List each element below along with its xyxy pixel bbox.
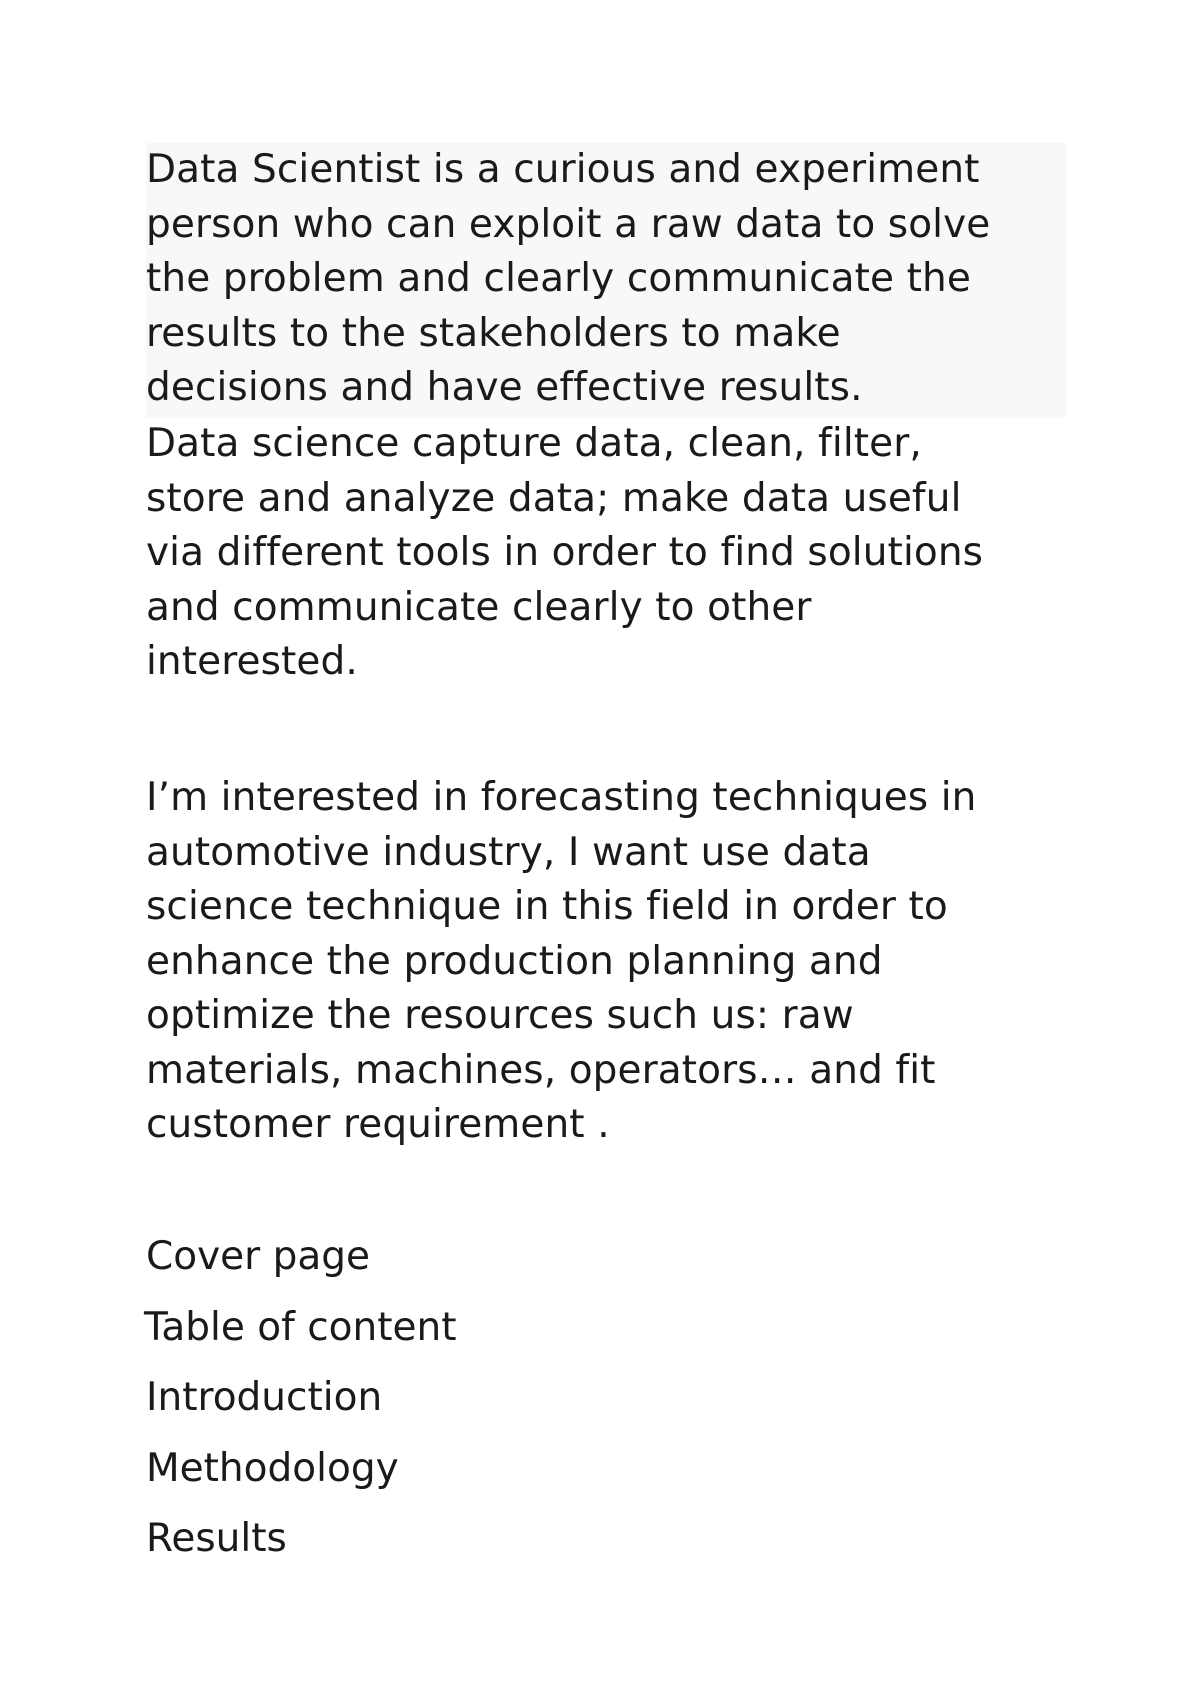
text-line: results to the stakeholders to make	[146, 310, 841, 356]
text-line: person who can exploit a raw data to solve	[146, 201, 991, 247]
outline-item-methodology: Methodology	[146, 1445, 399, 1491]
outline-item-cover-page: Cover page	[146, 1234, 371, 1279]
text-line: I’m interested in forecasting techniques in	[146, 775, 977, 820]
text-line: and communicate clearly to other	[146, 584, 812, 630]
paragraph-data-science	[146, 417, 1066, 690]
outline-item-table-of-content: Table of content	[144, 1304, 457, 1350]
text-line: store and analyze data; make data useful	[146, 475, 962, 521]
text-line: optimize the resources such us: raw	[146, 993, 854, 1038]
paragraph-interest	[146, 771, 1066, 1153]
text-line: interested.	[146, 639, 358, 684]
outline-item-introduction: Introduction	[146, 1375, 383, 1420]
text-line: Data science capture data, clean, filter,	[146, 421, 922, 466]
outline-item-results: Results	[146, 1516, 287, 1561]
text-line: enhance the production planning and	[146, 938, 883, 984]
text-line: via different tools in order to find solutions	[146, 530, 984, 575]
text-line: Data Scientist is a curious and experiment	[146, 147, 980, 192]
outline-list	[146, 1230, 1046, 1583]
text-line: the problem and clearly communicate the	[146, 256, 971, 301]
text-line: decisions and have effective results.	[146, 365, 863, 410]
text-line: materials, machines, operators… and fit	[146, 1047, 936, 1093]
text-line: automotive industry, I want use data	[146, 829, 871, 875]
text-line: customer requirement .	[146, 1102, 610, 1147]
text-line: science technique in this field in order to	[146, 884, 948, 929]
paragraph-definition	[146, 143, 1066, 418]
